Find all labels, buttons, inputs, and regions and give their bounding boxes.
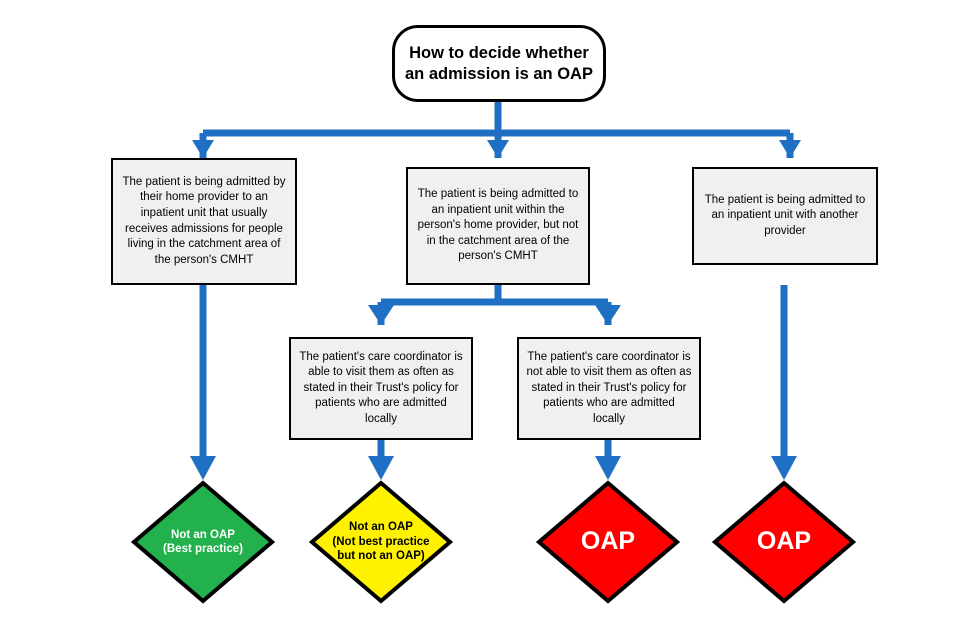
arrowhead-box2 xyxy=(487,140,509,158)
arrowhead-green xyxy=(190,456,216,480)
outcome-green-label: Not an OAP (Best practice) xyxy=(163,528,243,555)
outcome-red-2 xyxy=(712,480,856,604)
box-coordinator-not-able xyxy=(517,337,701,440)
arrowhead-red1 xyxy=(595,456,621,480)
red-diamond-2-shape xyxy=(712,480,856,604)
outcome-yellow xyxy=(309,480,453,604)
outcome-red-1-label: OAP xyxy=(580,527,636,556)
box-home-provider-catchment xyxy=(111,158,297,285)
outcome-yellow-label: Not an OAP (Not best practice but not an OAP) xyxy=(332,521,430,563)
box-home-provider-catchment-text: The patient is being admitted by their home provider to an inpatient unit that usually receives admissions for people living in the catchment area of the person's CMHT xyxy=(122,175,286,266)
arrowhead-red2 xyxy=(771,456,797,480)
outcome-red-1 xyxy=(536,480,680,604)
flowchart-title-text: How to decide whether an admission is an OAP xyxy=(405,43,593,83)
box-another-provider-text: The patient is being admitted to an inpatient unit with another provider xyxy=(704,193,866,237)
arrowhead-box1 xyxy=(192,140,214,158)
box-coordinator-able-text: The patient's care coordinator is able to visit them as often as stated in their Trust's policy for patients who are admitted locally xyxy=(299,350,463,425)
green-diamond-shape xyxy=(131,480,275,604)
red-diamond-1-shape xyxy=(536,480,680,604)
yellow-diamond-shape xyxy=(309,480,453,604)
arrowhead-yellow xyxy=(368,456,394,480)
box-coordinator-able xyxy=(289,337,473,440)
box-another-provider xyxy=(692,167,878,265)
outcome-red-2-label: OAP xyxy=(756,527,812,556)
arrowhead-box5 xyxy=(595,305,621,325)
box-coordinator-not-able-text: The patient's care coordinator is not able to visit them as often as stated in their Trust's policy for patients who are admitted locally xyxy=(526,350,692,425)
flowchart-title xyxy=(392,25,606,102)
arrowhead-box4 xyxy=(368,305,394,325)
box-home-provider-not-catchment-text: The patient is being admitted to an inpatient unit within the person's home provider, but not in the catchment area of the person's CMHT xyxy=(417,188,579,263)
arrowhead-box3 xyxy=(779,140,801,158)
outcome-green xyxy=(131,480,275,604)
box-home-provider-not-catchment xyxy=(406,167,590,285)
